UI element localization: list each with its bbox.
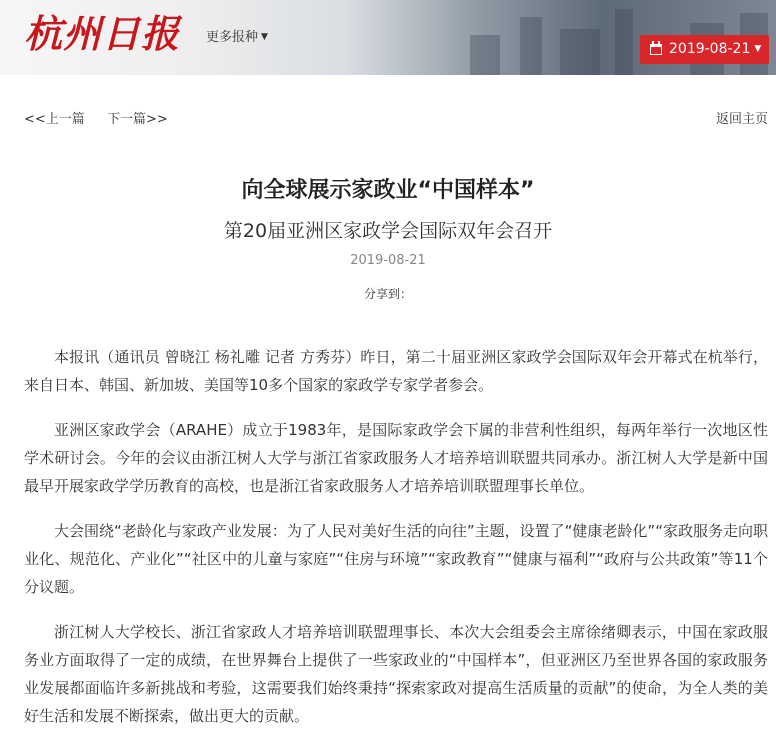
next-article-link[interactable]: 下一篇>> [106, 112, 168, 127]
masthead [0, 0, 776, 75]
article-nav [24, 108, 768, 127]
article-paragraph: 大会围绕“老龄化与家政产业发展：为了人民对美好生活的向往”主题，设置了“健康老龄化”“家政服务走向职业化、规范化、产业化”“社区中的儿童与家庭”“住房与环境”“家政教育”“健康与福利”“政府与公共政策”等11个分议题。 [24, 522, 768, 596]
skyline-decoration [520, 17, 542, 75]
caret-down-icon: ▼ [754, 44, 762, 54]
skyline-decoration [615, 9, 633, 75]
caret-down-icon: ▼ [261, 32, 268, 42]
skyline-decoration [560, 29, 600, 75]
prev-article-link[interactable]: <<上一篇 [24, 112, 85, 127]
date-picker-button[interactable] [640, 35, 769, 64]
article-paragraph: 本报讯（通讯员 曾晓江 杨礼雕 记者 方秀芬）昨日，第二十届亚洲区家政学会国际双年会开幕式在杭举行，来自日本、韩国、新加坡、美国等10多个国家的家政学专家学者参会。 [24, 348, 768, 394]
share-label: 分享到： [363, 287, 412, 301]
date-picker-label: 2019-08-21 [669, 41, 751, 57]
article-paragraph: 亚洲区家政学会（ARAHE）成立于1983年，是国际家政学会下属的非营利性组织，每两年举行一次地区性学术研讨会。今年的会议由浙江树人大学与浙江省家政服务人才培养培训联盟共同承办。浙江树人大学是新中国最早开展家政学学历教育的高校，也是浙江省家政服务人才培养培训联盟理事长单位。 [24, 421, 768, 495]
skyline-decoration [470, 35, 500, 75]
article-body [24, 343, 768, 747]
back-home-link[interactable]: 返回主页 [715, 112, 768, 127]
more-papers-dropdown[interactable] [206, 26, 268, 45]
calendar-icon [650, 44, 662, 55]
article-title: 向全球展示家政业“中国样本” [241, 178, 535, 203]
article-subtitle: 第20届亚洲区家政学会国际双年会召开 [223, 220, 553, 242]
article-date: 2019-08-21 [350, 253, 426, 268]
article-paragraph: 浙江树人大学校长、浙江省家政人才培养培训联盟理事长、本次大会组委会主席徐绪卿表示，中国在家政服务业方面取得了一定的成绩，在世界舞台上提供了一些家政业的“中国样本”，但亚洲区乃至世界各国的家政服务业发展都面临许多新挑战和考验，这需要我们始终秉持“探索家政对提高生活质量的贡献”的使命，为全人类的美好生活和发展不断探索，做出更大的贡献。 [24, 623, 768, 725]
more-papers-label: 更多报种 [206, 30, 259, 45]
newspaper-logo[interactable]: 杭州日报 [24, 11, 181, 56]
